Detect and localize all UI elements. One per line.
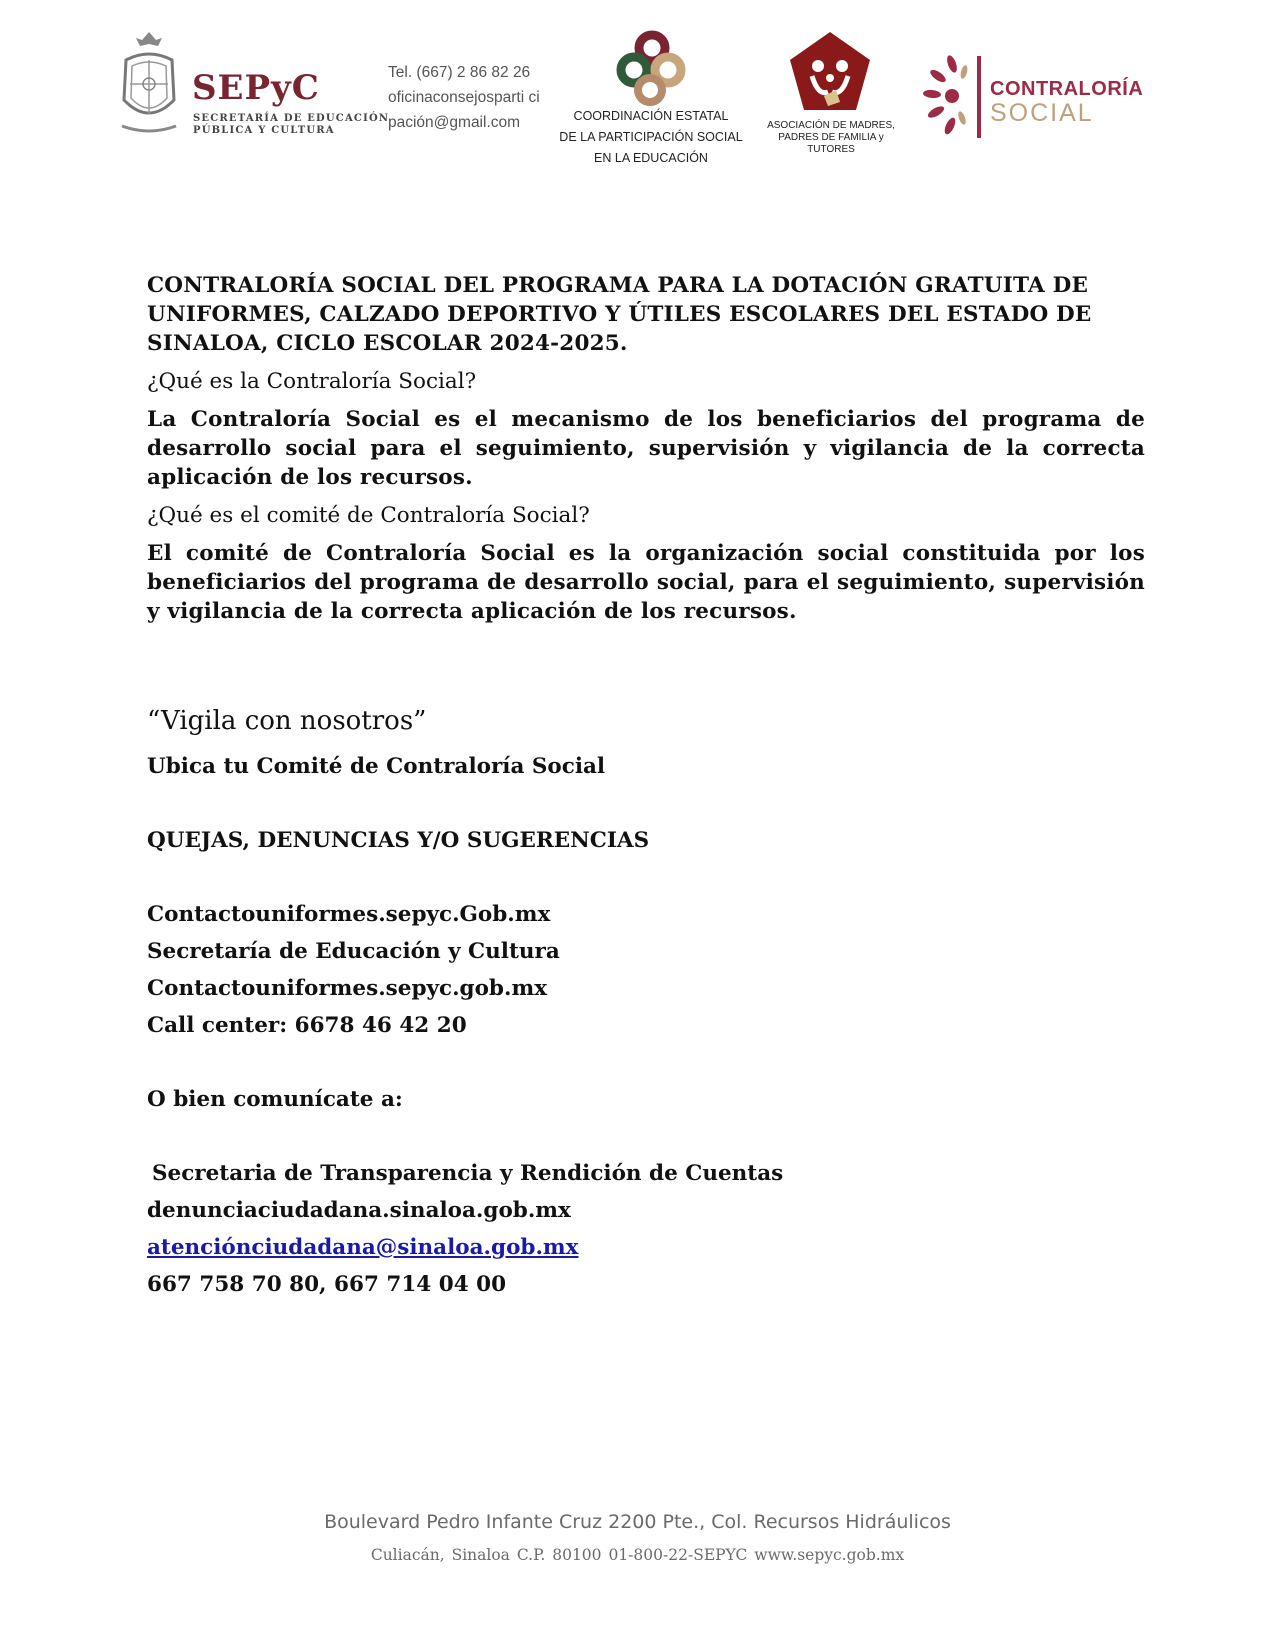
ubica-comite-text: Ubica tu Comité de Contraloría Social	[147, 754, 606, 779]
document-body	[147, 271, 1145, 626]
header-email-line2: pación@gmail.com	[388, 114, 521, 131]
question-1: ¿Qué es la Contraloría Social?	[147, 369, 477, 394]
contraloria-social-logo-icon	[922, 52, 984, 142]
footer-city-line: Culiacán, Sinaloa C.P. 80100 01-800-22-SEPYC www.sepyc.gob.mx	[370, 1546, 905, 1564]
cepse-caption-line2: DE LA PARTICIPACIÓN SOCIAL	[559, 130, 743, 144]
contact-uniformes-1: Contactouniformes.sepyc.Gob.mx	[147, 902, 551, 927]
denuncia-ciudadana: denunciaciudadana.sinaloa.gob.mx	[147, 1198, 571, 1223]
cepse-caption-line3: EN LA EDUCACIÓN	[594, 151, 708, 165]
family-association-caption-line2: PADRES DE FAMILIA y	[778, 132, 884, 143]
spacer	[147, 785, 783, 822]
slogan: “Vigila con nosotros”	[147, 706, 427, 736]
spacer	[147, 1044, 783, 1081]
answer-1: La Contraloría Social es el mecanismo de los beneficiarios del programa de desarrollo social para el seguimiento, supervisión y vigilancia de la correcta aplicación de los recursos.	[147, 407, 1145, 490]
phone-numbers: 667 758 70 80, 667 714 04 00	[147, 1272, 507, 1297]
question-2: ¿Qué es el comité de Contraloría Social?	[147, 503, 590, 528]
cepse-caption	[556, 106, 746, 169]
cepse-caption-line1: COORDINACIÓN ESTATAL	[573, 109, 729, 123]
contraloria-social-logo-subtitle: SOCIAL	[990, 99, 1094, 127]
participacion-social-logo-icon	[612, 28, 692, 108]
document-title: CONTRALORÍA SOCIAL DEL PROGRAMA PARA LA DOTACIÓN GRATUITA DE UNIFORMES, CALZADO DEPORTIVO Y ÚTILES ESCOLARES DEL ESTADO DE SINALOA, CICLO ESCOLAR 2024-2025.	[147, 273, 1092, 356]
spacer	[147, 859, 783, 896]
header-email-line1: oficinaconsejosparti ci	[388, 89, 540, 106]
family-association-caption	[756, 120, 906, 156]
header-phone: Tel. (667) 2 86 82 26	[388, 64, 531, 81]
family-association-logo-icon	[788, 30, 872, 114]
atencion-ciudadana-link[interactable]: atenciónciudadana@sinaloa.gob.mx	[147, 1235, 579, 1260]
sepyc-subtitle	[193, 113, 389, 137]
call-center: Call center: 6678 46 42 20	[147, 1013, 467, 1038]
contact-section	[147, 748, 783, 1303]
footer-address: Boulevard Pedro Infante Cruz 2200 Pte., Col. Recursos Hidráulicos	[324, 1511, 951, 1533]
contraloria-social-logo-title: CONTRALORÍA	[990, 78, 1144, 100]
sepyc-subtitle-line1: SECRETARÍA DE EDUCACIÓN	[193, 113, 390, 124]
header-contact	[388, 60, 540, 135]
sepyc-logo-text: SEPyC	[192, 68, 320, 108]
sepyc-subtitle-line2: PÚBLICA Y CULTURA	[193, 125, 335, 136]
sinaloa-coat-of-arms-icon	[118, 30, 180, 138]
spacer	[147, 1118, 783, 1155]
o-bien-text: O bien comunícate a:	[147, 1087, 403, 1112]
contact-uniformes-2: Contactouniformes.sepyc.gob.mx	[147, 976, 548, 1001]
family-association-caption-line3: TUTORES	[807, 144, 855, 155]
letterhead	[0, 0, 1275, 180]
secretaria-educacion: Secretaría de Educación y Cultura	[147, 939, 560, 964]
family-association-caption-line1: ASOCIACIÓN DE MADRES,	[767, 120, 895, 131]
answer-2: El comité de Contraloría Social es la organización social constituida por los beneficiarios del programa de desarrollo social, para el seguimiento, supervisión y vigilancia de la correcta aplicación de los recursos.	[147, 541, 1145, 624]
quejas-heading: QUEJAS, DENUNCIAS Y/O SUGERENCIAS	[147, 828, 650, 853]
transparencia-secretaria: Secretaria de Transparencia y Rendición de Cuentas	[152, 1161, 784, 1186]
